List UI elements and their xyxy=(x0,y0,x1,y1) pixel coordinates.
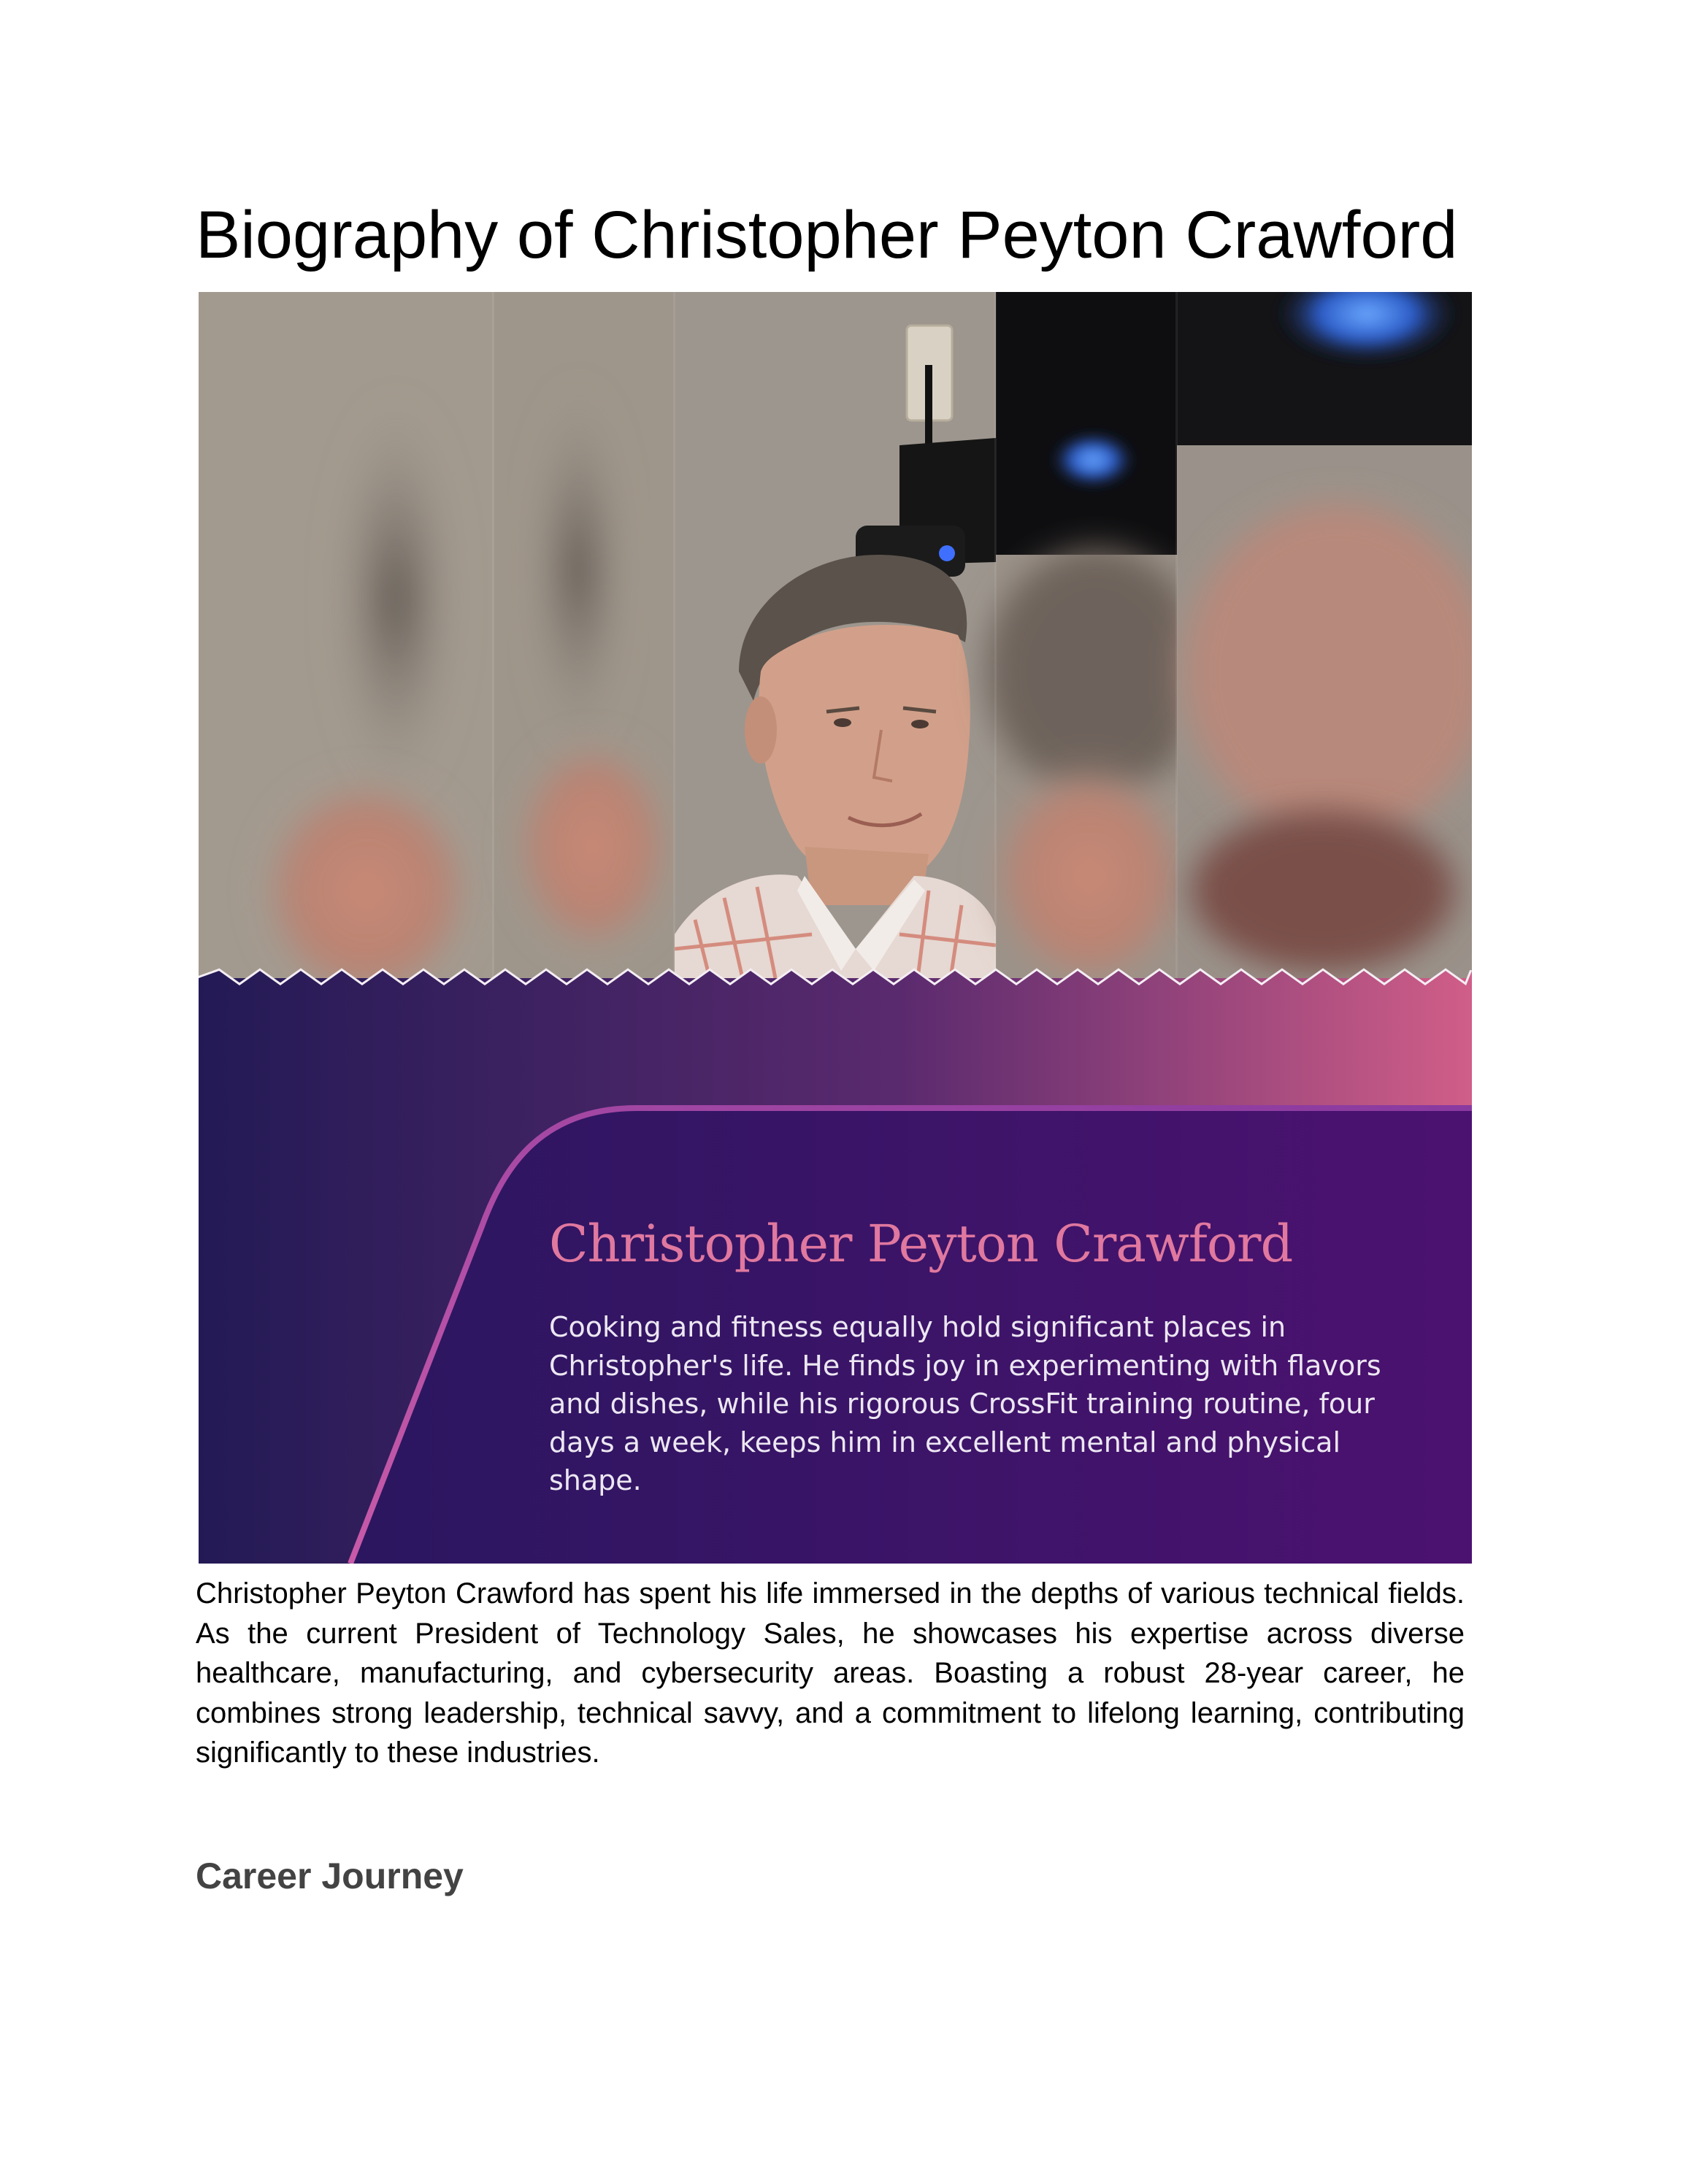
banner-description: Cooking and fitness equally hold significant places in Christopher's life. He finds joy in experimenting with flavors and dishes, while his rigorous CrossFit training routine, four days a week, keeps him in excellent mental and physical shape. xyxy=(549,1311,1381,1496)
banner-name: Christopher Peyton Crawford xyxy=(549,1214,1293,1274)
section-heading-career-journey: Career Journey xyxy=(196,1856,464,1896)
intro-paragraph: Christopher Peyton Crawford has spent his life immersed in the depths of various technical fields. As the current President of Technology Sales, he showcases his expertise across diverse healthcare, manufacturing, and cybersecurity areas. Boasting a robust 28-year career, he combines strong leadership, technical savvy, and a commitment to lifelong learning, contributing significantly to these industries. xyxy=(196,1577,1465,1769)
profile-banner xyxy=(199,292,1472,1564)
document-title: Biography of Christopher Peyton Crawford xyxy=(196,198,1458,272)
